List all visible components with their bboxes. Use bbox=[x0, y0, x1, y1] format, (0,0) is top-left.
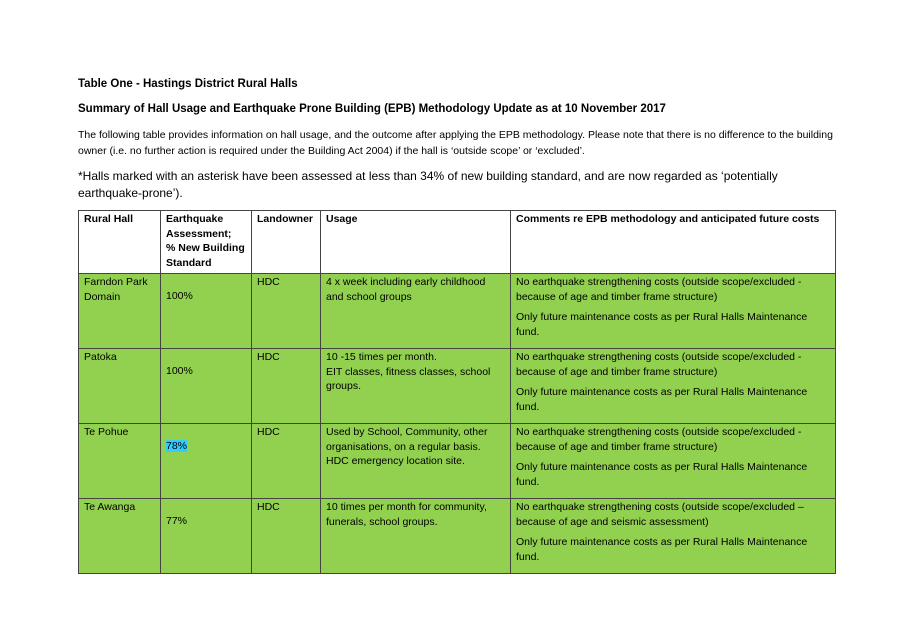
header-comments: Comments re EPB methodology and anticipated future costs bbox=[511, 211, 836, 274]
rural-halls-table bbox=[78, 210, 836, 574]
header-usage: Usage bbox=[321, 211, 511, 274]
cell-landowner: HDC bbox=[252, 499, 321, 574]
cell-landowner: HDC bbox=[252, 424, 321, 499]
table-row bbox=[79, 274, 836, 349]
header-assessment-line1: Earthquake Assessment; bbox=[166, 213, 232, 240]
cell-assessment bbox=[161, 349, 252, 424]
header-assessment-line2: % New Building Standard bbox=[166, 242, 245, 269]
assessment-value: 100% bbox=[166, 365, 193, 377]
highlight-mark: 78% bbox=[166, 440, 188, 452]
header-earthquake-assessment bbox=[161, 211, 252, 274]
cell-usage bbox=[321, 274, 511, 349]
comment-strengthening: No earthquake strengthening costs (outside scope/excluded - because of age and timber frame structure) bbox=[516, 276, 802, 303]
document-title: Table One - Hastings District Rural Halls bbox=[78, 78, 298, 90]
intro-paragraph: The following table provides information on hall usage, and the outcome after applying the EPB methodology. Please note that there is no difference to the building owner (i.e. no further action is required under the Building Act 2004) if the hall is ‘outside scope’ or ‘excluded’. bbox=[78, 129, 833, 157]
cell-hall: Te Awanga bbox=[79, 499, 161, 574]
asterisk-note: *Halls marked with an asterisk have been assessed at less than 34% of new building standard, and are now regarded as ‘potentially earthquake-prone’). bbox=[78, 169, 778, 200]
cell-usage bbox=[321, 349, 511, 424]
cell-assessment bbox=[161, 499, 252, 574]
cell-comments bbox=[511, 424, 836, 499]
assessment-value: 100% bbox=[166, 290, 193, 302]
header-landowner: Landowner bbox=[252, 211, 321, 274]
comment-strengthening: No earthquake strengthening costs (outside scope/excluded - because of age and timber frame structure) bbox=[516, 351, 802, 378]
cell-landowner: HDC bbox=[252, 349, 321, 424]
table-row bbox=[79, 499, 836, 574]
comment-strengthening: No earthquake strengthening costs (outside scope/excluded – because of age and seismic assessment) bbox=[516, 501, 804, 528]
header-rural-hall: Rural Hall bbox=[79, 211, 161, 274]
cell-comments bbox=[511, 274, 836, 349]
usage-line: 10 times per month for community, funerals, school groups. bbox=[326, 501, 487, 528]
cell-usage bbox=[321, 499, 511, 574]
comment-maintenance: Only future maintenance costs as per Rural Halls Maintenance fund. bbox=[516, 386, 808, 413]
cell-assessment bbox=[161, 424, 252, 499]
cell-hall: Te Pohue bbox=[79, 424, 161, 499]
cell-usage bbox=[321, 424, 511, 499]
cell-assessment bbox=[161, 274, 252, 349]
cell-hall: Patoka bbox=[79, 349, 161, 424]
comment-strengthening: No earthquake strengthening costs (outside scope/excluded - because of age and timber frame structure) bbox=[516, 426, 802, 453]
usage-line: 4 x week including early childhood and school groups bbox=[326, 276, 486, 303]
usage-line: EIT classes, fitness classes, school groups. bbox=[326, 365, 491, 392]
assessment-value: 77% bbox=[166, 515, 188, 527]
comment-maintenance: Only future maintenance costs as per Rural Halls Maintenance fund. bbox=[516, 536, 808, 563]
cell-landowner: HDC bbox=[252, 274, 321, 349]
usage-line: Used by School, Community, other organisations, on a regular basis. bbox=[326, 426, 488, 453]
table-row bbox=[79, 424, 836, 499]
cell-comments bbox=[511, 499, 836, 574]
cell-comments bbox=[511, 349, 836, 424]
table-row bbox=[79, 349, 836, 424]
assessment-value-highlighted bbox=[166, 439, 246, 454]
cell-hall: Farndon Park Domain bbox=[79, 274, 161, 349]
usage-line: 10 -15 times per month. bbox=[326, 351, 437, 363]
table-header-row bbox=[79, 211, 836, 274]
comment-maintenance: Only future maintenance costs as per Rural Halls Maintenance fund. bbox=[516, 461, 808, 488]
document-subtitle: Summary of Hall Usage and Earthquake Prone Building (EPB) Methodology Update as at 10 November 2017 bbox=[78, 103, 666, 115]
usage-line: HDC emergency location site. bbox=[326, 455, 465, 467]
comment-maintenance: Only future maintenance costs as per Rural Halls Maintenance fund. bbox=[516, 311, 808, 338]
